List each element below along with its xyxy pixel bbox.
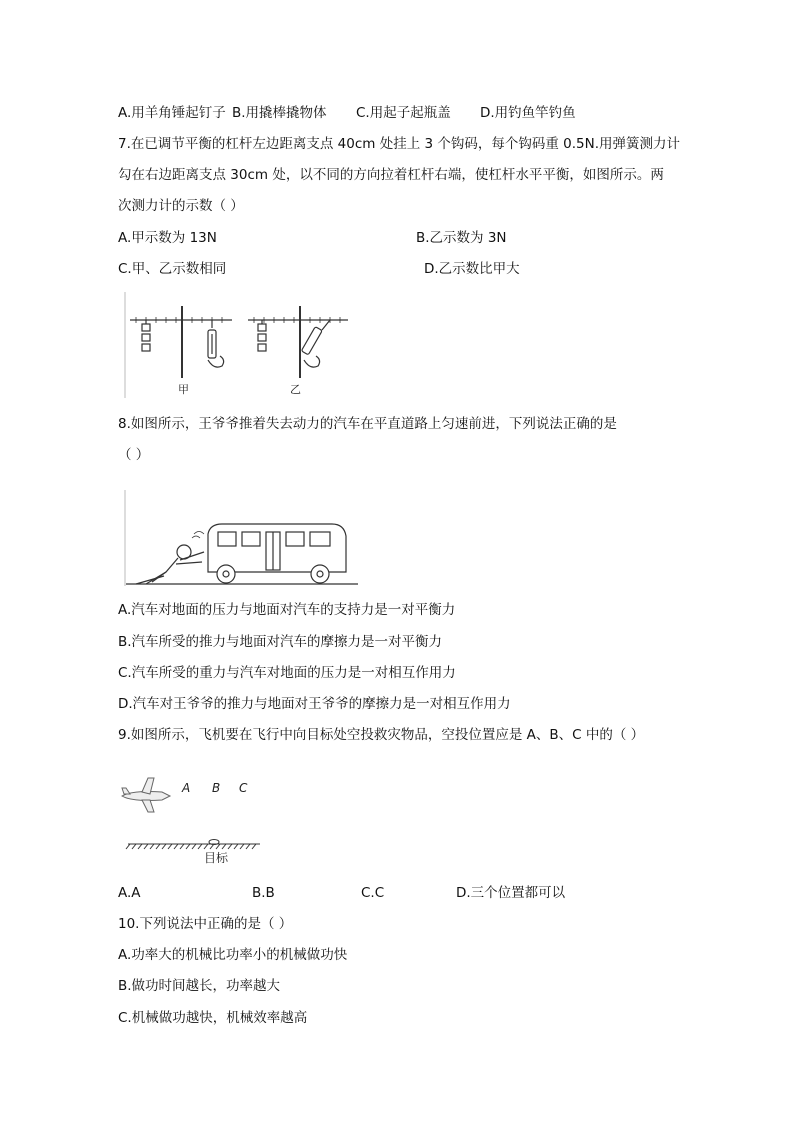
q7-stem-line-2: 勾在右边距离支点 30cm 处，以不同的方向拉着杠杆右端，使杠杆水平平衡，如图所示。两 — [118, 167, 664, 183]
target-label: 目标 — [204, 851, 229, 865]
q7-option-d: D.乙示数比甲大 — [424, 261, 520, 277]
q8-option-d: D.汽车对王爷爷的推力与地面对王爷爷的摩擦力是一对相互作用力 — [118, 696, 511, 712]
q9-option-b: B.B — [252, 885, 275, 901]
airdrop-figure — [118, 770, 268, 870]
car-push-figure — [122, 488, 362, 590]
q6-option-d: D.用钓鱼竿钓鱼 — [480, 105, 576, 121]
q8-stem-line-1: 8.如图所示，王爷爷推着失去动力的汽车在平直道路上匀速前进，下列说法正确的是 — [118, 416, 617, 432]
drop-point-a: A — [182, 781, 191, 795]
q7-option-a: A.甲示数为 13N — [118, 230, 217, 246]
q8-option-a: A.汽车对地面的压力与地面对汽车的支持力是一对平衡力 — [118, 602, 456, 618]
q9-option-c: C.C — [361, 885, 385, 901]
q9-option-d: D.三个位置都可以 — [456, 885, 566, 901]
lever-label-yi: 乙 — [290, 383, 301, 396]
q6-option-a: A.用羊角锤起钉子 — [118, 105, 226, 121]
q6-option-b: B.用撬棒撬物体 — [232, 105, 327, 121]
q9-option-a: A.A — [118, 885, 141, 901]
q10-stem: 10.下列说法中正确的是（ ） — [118, 916, 293, 932]
q7-option-b: B.乙示数为 3N — [416, 230, 507, 246]
q9-stem: 9.如图所示，飞机要在飞行中向目标处空投救灾物品，空投位置应是 A、B、C 中的（ ） — [118, 727, 645, 743]
q10-option-c: C.机械做功越快，机械效率越高 — [118, 1010, 308, 1026]
q8-option-b: B.汽车所受的推力与地面对汽车的摩擦力是一对平衡力 — [118, 634, 443, 650]
q7-stem-line-3: 次测力计的示数（ ） — [118, 198, 244, 214]
q6-option-c: C.用起子起瓶盖 — [356, 105, 451, 121]
lever-figure — [122, 290, 362, 402]
drop-point-c: C — [239, 781, 248, 795]
q8-option-c: C.汽车所受的重力与汽车对地面的压力是一对相互作用力 — [118, 665, 456, 681]
q7-option-c: C.甲、乙示数相同 — [118, 261, 227, 277]
drop-point-b: B — [212, 781, 221, 795]
q7-stem-line-1: 7.在已调节平衡的杠杆左边距离支点 40cm 处挂上 3 个钩码，每个钩码重 0.5N.用弹簧测力计 — [118, 136, 681, 152]
lever-label-jia: 甲 — [178, 383, 189, 396]
q10-option-a: A.功率大的机械比功率小的机械做功快 — [118, 947, 348, 963]
q8-stem-line-2: （ ） — [118, 447, 150, 463]
q10-option-b: B.做功时间越长，功率越大 — [118, 978, 281, 994]
